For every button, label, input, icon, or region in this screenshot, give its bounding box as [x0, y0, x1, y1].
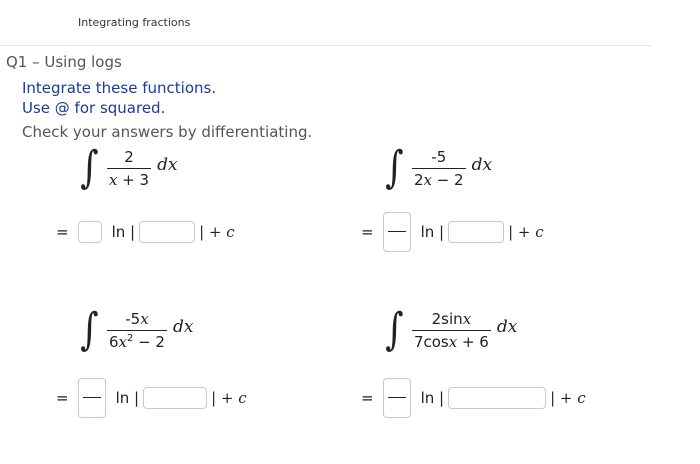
equals-sign: = [56, 389, 69, 407]
dx-label: dx [172, 317, 194, 337]
integral-sign-icon: ∫ [80, 142, 99, 193]
plus-c-label: | + c [211, 389, 247, 407]
numerator: -5x [125, 309, 149, 328]
instruction-line-1: Integrate these functions. [22, 79, 217, 97]
question-title: Q1 – Using logs [6, 53, 122, 71]
ln-label: ln | [115, 389, 140, 407]
integral-1 [78, 142, 178, 193]
answer-row-4 [361, 378, 586, 418]
integral-3 [78, 304, 194, 355]
ln-argument-input[interactable] [448, 387, 546, 409]
denominator: 2x − 2 [412, 168, 466, 189]
answer-row-2 [361, 212, 544, 252]
dx-label: dx [157, 155, 178, 175]
numerator: 2sinx [431, 309, 472, 328]
ln-argument-input[interactable] [139, 221, 195, 243]
page-header [0, 0, 652, 46]
integral-sign-icon: ∫ [80, 304, 99, 355]
numerator: 2 [124, 147, 134, 166]
fraction [107, 310, 167, 351]
dx-label: dx [471, 155, 493, 175]
coefficient-fraction-input[interactable] [383, 378, 411, 418]
plus-c-label: | + c [508, 223, 544, 241]
coefficient-fraction-input[interactable] [78, 378, 106, 418]
equals-sign: = [361, 223, 374, 241]
numerator: -5 [431, 147, 447, 166]
denominator: x + 3 [107, 168, 151, 189]
coefficient-input[interactable] [78, 221, 102, 243]
dx-label: dx [496, 317, 518, 337]
fraction [107, 148, 151, 189]
equals-sign: = [56, 223, 69, 241]
coefficient-fraction-input[interactable] [383, 212, 411, 252]
equals-sign: = [361, 389, 374, 407]
denominator: $6x^2 - 2$ [107, 330, 167, 351]
fraction [412, 148, 466, 189]
instruction-line-3: Check your answers by differentiating. [22, 123, 313, 141]
answer-row-1 [56, 221, 235, 243]
ln-label: ln | [420, 389, 445, 407]
answer-row-3 [56, 378, 247, 418]
integral-sign-icon: ∫ [385, 142, 404, 193]
ln-argument-input[interactable] [143, 387, 207, 409]
ln-argument-input[interactable] [448, 221, 504, 243]
plus-c-label: | + c [550, 389, 586, 407]
page-title: Integrating fractions [78, 16, 191, 29]
integral-4 [383, 304, 518, 355]
instruction-line-2: Use @ for squared. [22, 99, 166, 117]
integral-2 [383, 142, 493, 193]
plus-c-label: | + c [199, 223, 235, 241]
integral-sign-icon: ∫ [385, 304, 404, 355]
denominator: 7cosx + 6 [412, 330, 491, 351]
ln-label: ln | [420, 223, 445, 241]
fraction [412, 310, 491, 351]
ln-label: ln | [111, 223, 136, 241]
